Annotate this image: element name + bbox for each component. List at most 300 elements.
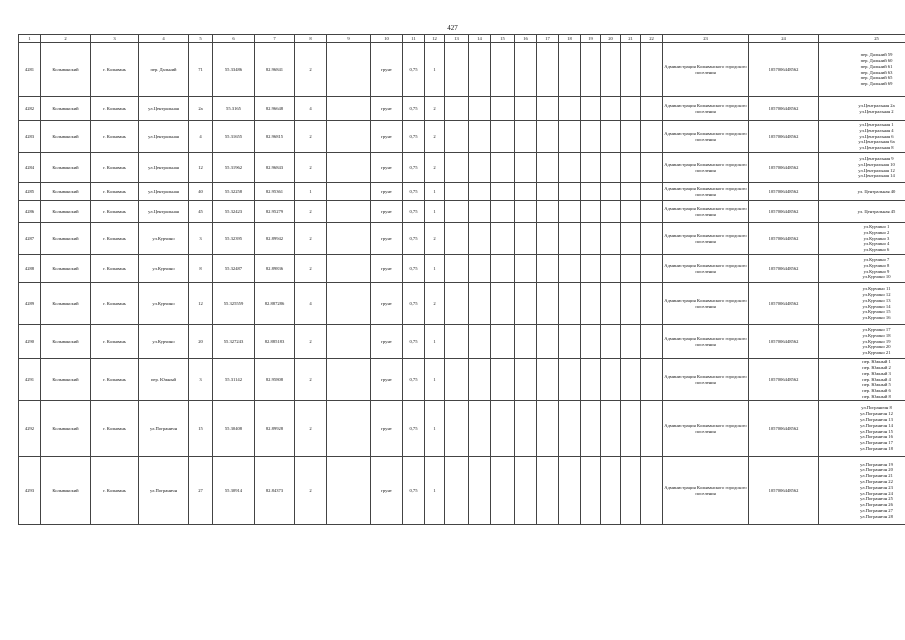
surface-cell: грунт (371, 325, 403, 359)
address-line: ул.Курчино 21 (862, 350, 891, 356)
container-count-cell: 1 (425, 457, 445, 525)
empty-cell (581, 97, 601, 121)
address-line: ул.Пограничн 24 (860, 490, 893, 496)
empty-cell (621, 255, 641, 283)
row-id-cell: 4288 (19, 255, 41, 283)
empty-cell (515, 401, 537, 457)
ogrn-cell: 1057006448562 (749, 401, 819, 457)
column-number-cell: 7 (255, 35, 295, 43)
house-cell: 3 (189, 223, 213, 255)
container-count-cell: 1 (425, 201, 445, 223)
area-cell: 0,75 (403, 183, 425, 201)
surface-cell: грунт (371, 97, 403, 121)
address-line: ул.Пограничн 20 (860, 467, 893, 473)
empty-cell (581, 153, 601, 183)
house-cell: 40 (189, 183, 213, 201)
column-number-cell: 23 (663, 35, 749, 43)
container-count-cell: 1 (425, 183, 445, 201)
district-cell: Колыванский (41, 97, 91, 121)
empty-cell (515, 43, 537, 97)
count-cell: 2 (295, 43, 327, 97)
street-cell: ул.Курчино (139, 325, 189, 359)
column-number-cell: 11 (403, 35, 425, 43)
empty-cell (537, 223, 559, 255)
empty-cell (491, 121, 515, 153)
empty-cell (445, 283, 469, 325)
area-cell: 0,75 (403, 325, 425, 359)
longitude-cell: 82.885183 (255, 325, 295, 359)
empty-cell (537, 359, 559, 401)
empty-cell (559, 223, 581, 255)
address-line: ул.Курчино 7 (863, 256, 890, 262)
empty-cell (327, 97, 371, 121)
address-line: ул.Пограничн 15 (860, 428, 893, 434)
table-row (19, 359, 905, 401)
column-number-cell: 13 (445, 35, 469, 43)
address-line: ул.Центральная 12 (858, 167, 895, 173)
surface-cell: грунт (371, 201, 403, 223)
empty-cell (537, 283, 559, 325)
empty-cell (581, 183, 601, 201)
address-line: ул.Пограничн 28 (860, 513, 893, 519)
address-line: ул.Пограничн 16 (860, 434, 893, 440)
locality-cell: г. Колывань (91, 43, 139, 97)
empty-cell (469, 43, 491, 97)
latitude-cell: 55.33486 (213, 43, 255, 97)
area-cell: 0,75 (403, 359, 425, 401)
column-number-cell: 10 (371, 35, 403, 43)
surface-cell: грунт (371, 359, 403, 401)
surface-cell: грунт (371, 153, 403, 183)
address-line: ул.Курчино 13 (862, 297, 891, 303)
empty-cell (537, 97, 559, 121)
address-line: ул.Курчино 17 (862, 327, 891, 332)
empty-cell (621, 183, 641, 201)
addresses-cell (819, 121, 905, 153)
district-cell: Колыванский (41, 401, 91, 457)
count-cell: 2 (295, 223, 327, 255)
latitude-cell: 55.31655 (213, 121, 255, 153)
ogrn-cell: 1057006448562 (749, 97, 819, 121)
surface-cell: грунт (371, 223, 403, 255)
owner-cell: Администрация Колыванского городского поселения (663, 97, 749, 121)
empty-cell (601, 97, 621, 121)
empty-cell (601, 121, 621, 153)
address-line: ул.Курчино 1 (863, 224, 890, 229)
column-number-cell: 6 (213, 35, 255, 43)
empty-cell (515, 97, 537, 121)
container-count-cell: 2 (425, 97, 445, 121)
owner-cell: Администрация Колыванского городского поселения (663, 359, 749, 401)
empty-cell (469, 121, 491, 153)
empty-cell (601, 325, 621, 359)
empty-cell (469, 255, 491, 283)
street-cell: пер. Южный (139, 359, 189, 401)
empty-cell (581, 457, 601, 525)
surface-cell: грунт (371, 255, 403, 283)
addresses-cell (819, 223, 905, 255)
locality-cell: г. Колывань (91, 121, 139, 153)
empty-cell (445, 201, 469, 223)
column-number-cell: 8 (295, 35, 327, 43)
empty-cell (491, 255, 515, 283)
longitude-cell: 82.95361 (255, 183, 295, 201)
address-line: пер. Дальний 69 (860, 81, 893, 87)
empty-cell (491, 153, 515, 183)
empty-cell (445, 183, 469, 201)
address-line: пер. Южный 3 (862, 370, 891, 376)
table-row (19, 223, 905, 255)
area-cell: 0,75 (403, 121, 425, 153)
table-row (19, 283, 905, 325)
count-cell: 2 (295, 121, 327, 153)
empty-cell (621, 401, 641, 457)
address-line: пер. Южный 2 (862, 365, 891, 370)
empty-cell (327, 255, 371, 283)
empty-cell (491, 457, 515, 525)
empty-cell (641, 201, 663, 223)
row-id-cell: 4281 (19, 43, 41, 97)
column-number-cell: 15 (491, 35, 515, 43)
column-number-cell: 18 (559, 35, 581, 43)
column-number-cell: 24 (749, 35, 819, 43)
empty-cell (469, 97, 491, 121)
latitude-cell: 55.3165 (213, 97, 255, 121)
empty-cell (469, 325, 491, 359)
row-id-cell: 4292 (19, 401, 41, 457)
owner-cell: Администрация Колыванского городского поселения (663, 325, 749, 359)
longitude-cell: 82.95808 (255, 359, 295, 401)
empty-cell (515, 201, 537, 223)
empty-cell (581, 223, 601, 255)
empty-cell (327, 401, 371, 457)
empty-cell (491, 401, 515, 457)
owner-cell: Администрация Колыванского городского поселения (663, 401, 749, 457)
addresses-cell (819, 183, 905, 201)
count-cell: 2 (295, 255, 327, 283)
empty-cell (559, 325, 581, 359)
row-id-cell: 4285 (19, 183, 41, 201)
empty-cell (641, 97, 663, 121)
table-row (19, 457, 905, 525)
locality-cell: г. Колывань (91, 183, 139, 201)
empty-cell (445, 457, 469, 525)
empty-cell (621, 283, 641, 325)
house-cell: 2а (189, 97, 213, 121)
address-line: ул.Пограничн 21 (860, 473, 893, 479)
latitude-cell: 55.30408 (213, 401, 255, 457)
ogrn-cell: 1057006448562 (749, 121, 819, 153)
empty-cell (491, 325, 515, 359)
address-line: ул.Пограничн 18 (860, 445, 893, 451)
locality-cell: г. Колывань (91, 359, 139, 401)
address-line: ул.Центральная 1 (859, 122, 894, 127)
empty-cell (621, 359, 641, 401)
ogrn-cell: 1057006448562 (749, 43, 819, 97)
empty-cell (327, 201, 371, 223)
empty-cell (327, 183, 371, 201)
row-id-cell: 4291 (19, 359, 41, 401)
address-line: ул.Центральная 8 (859, 145, 894, 151)
latitude-cell: 55.32395 (213, 223, 255, 255)
locality-cell: г. Колывань (91, 201, 139, 223)
district-cell: Колыванский (41, 359, 91, 401)
address-line: ул.Центральная 6а (858, 139, 895, 145)
column-number-cell: 2 (41, 35, 91, 43)
empty-cell (601, 223, 621, 255)
address-line: ул.Курчино 12 (862, 291, 891, 297)
empty-cell (537, 121, 559, 153)
address-line: пер. Южный 6 (862, 388, 891, 394)
owner-cell: Администрация Колыванского городского поселения (663, 153, 749, 183)
latitude-cell: 55.30914 (213, 457, 255, 525)
longitude-cell: 82.89836 (255, 255, 295, 283)
empty-cell (327, 457, 371, 525)
latitude-cell: 55.325559 (213, 283, 255, 325)
house-cell: 12 (189, 283, 213, 325)
latitude-cell: 55.31142 (213, 359, 255, 401)
empty-cell (581, 121, 601, 153)
district-cell: Колыванский (41, 183, 91, 201)
empty-cell (601, 283, 621, 325)
empty-cell (491, 97, 515, 121)
addresses-cell (819, 201, 905, 223)
address-line: ул.Курчино 15 (862, 309, 891, 315)
district-cell: Колыванский (41, 283, 91, 325)
empty-cell (601, 183, 621, 201)
empty-cell (601, 255, 621, 283)
street-cell: ул.Центральная (139, 121, 189, 153)
longitude-cell: 82.887286 (255, 283, 295, 325)
empty-cell (469, 359, 491, 401)
ogrn-cell: 1057006448562 (749, 325, 819, 359)
street-cell: ул.Пограничн (139, 457, 189, 525)
table-row (19, 183, 905, 201)
empty-cell (621, 457, 641, 525)
empty-cell (445, 359, 469, 401)
empty-cell (559, 457, 581, 525)
empty-cell (537, 401, 559, 457)
empty-cell (469, 201, 491, 223)
container-count-cell: 2 (425, 153, 445, 183)
district-cell: Колыванский (41, 121, 91, 153)
empty-cell (581, 201, 601, 223)
container-count-cell: 1 (425, 401, 445, 457)
address-line: ул.Курчино 19 (862, 338, 891, 344)
address-line: ул.Курчино 10 (862, 274, 891, 280)
district-cell: Колыванский (41, 457, 91, 525)
count-cell: 4 (295, 97, 327, 121)
addresses-cell (819, 325, 905, 359)
empty-cell (621, 43, 641, 97)
area-cell: 0,75 (403, 283, 425, 325)
empty-cell (559, 97, 581, 121)
empty-cell (559, 283, 581, 325)
empty-cell (515, 183, 537, 201)
locality-cell: г. Колывань (91, 97, 139, 121)
empty-cell (445, 401, 469, 457)
house-cell: 4 (189, 121, 213, 153)
empty-cell (641, 401, 663, 457)
empty-cell (559, 359, 581, 401)
house-cell: 71 (189, 43, 213, 97)
empty-cell (581, 255, 601, 283)
ogrn-cell: 1057006448562 (749, 457, 819, 525)
empty-cell (641, 43, 663, 97)
address-line: ул.Курчино 16 (862, 315, 891, 321)
address-line: пер. Южный 8 (862, 393, 891, 399)
address-line: ул. Центральная 45 (857, 208, 896, 214)
empty-cell (327, 359, 371, 401)
empty-cell (581, 325, 601, 359)
empty-cell (641, 121, 663, 153)
address-line: пер. Дальний 65 (860, 75, 893, 81)
empty-cell (515, 121, 537, 153)
column-number-row (19, 35, 905, 43)
address-line: ул.Пограничн 13 (860, 416, 893, 422)
area-cell: 0,75 (403, 255, 425, 283)
owner-cell: Администрация Колыванского городского поселения (663, 183, 749, 201)
address-line: пер. Дальний 63 (860, 69, 893, 75)
address-line: пер. Южный 1 (862, 359, 891, 365)
ogrn-cell: 1057006448562 (749, 223, 819, 255)
address-line: ул.Пограничн 19 (860, 461, 893, 467)
area-cell: 0,75 (403, 223, 425, 255)
table-row (19, 97, 905, 121)
owner-cell: Администрация Колыванского городского поселения (663, 121, 749, 153)
empty-cell (559, 183, 581, 201)
longitude-cell: 82.96841 (255, 43, 295, 97)
address-line: ул.Пограничн 12 (860, 411, 893, 417)
empty-cell (559, 401, 581, 457)
empty-cell (515, 255, 537, 283)
address-line: ул.Пограничн 8 (861, 405, 892, 411)
empty-cell (469, 283, 491, 325)
count-cell: 2 (295, 201, 327, 223)
column-number-cell: 3 (91, 35, 139, 43)
address-line: ул.Курчино 2 (863, 229, 890, 235)
area-cell: 0,75 (403, 457, 425, 525)
column-number-cell: 21 (621, 35, 641, 43)
empty-cell (469, 223, 491, 255)
table-row (19, 255, 905, 283)
longitude-cell: 82.89942 (255, 223, 295, 255)
address-line: ул.Курчино 11 (862, 286, 891, 292)
empty-cell (469, 401, 491, 457)
empty-cell (515, 153, 537, 183)
street-cell: ул.Курчино (139, 283, 189, 325)
addresses-cell (819, 359, 905, 401)
empty-cell (537, 325, 559, 359)
empty-cell (559, 43, 581, 97)
empty-cell (537, 43, 559, 97)
address-line: ул. Центральная 40 (857, 188, 896, 194)
street-cell: ул.Центральная (139, 183, 189, 201)
empty-cell (601, 359, 621, 401)
empty-cell (641, 359, 663, 401)
addresses-cell (819, 457, 905, 525)
locality-cell: г. Колывань (91, 401, 139, 457)
address-line: ул.Центральная 2а (858, 102, 895, 108)
longitude-cell: 82.96815 (255, 121, 295, 153)
empty-cell (581, 283, 601, 325)
locality-cell: г. Колывань (91, 255, 139, 283)
street-cell: ул.Курчино (139, 255, 189, 283)
row-id-cell: 4282 (19, 97, 41, 121)
district-cell: Колыванский (41, 223, 91, 255)
count-cell: 1 (295, 183, 327, 201)
address-line: ул.Пограничн 25 (860, 496, 893, 502)
container-count-cell: 2 (425, 223, 445, 255)
empty-cell (327, 121, 371, 153)
house-cell: 45 (189, 201, 213, 223)
row-id-cell: 4290 (19, 325, 41, 359)
address-line: ул.Курчино 20 (862, 344, 891, 350)
empty-cell (327, 153, 371, 183)
longitude-cell: 82.96843 (255, 153, 295, 183)
house-cell: 15 (189, 401, 213, 457)
address-line: пер. Дальний 60 (860, 57, 893, 63)
surface-cell: грунт (371, 183, 403, 201)
empty-cell (559, 255, 581, 283)
ogrn-cell: 1057006448562 (749, 201, 819, 223)
address-line: ул.Курчино 18 (862, 332, 891, 338)
empty-cell (537, 183, 559, 201)
ogrn-cell: 1057006448562 (749, 153, 819, 183)
street-cell: пер. Дальний (139, 43, 189, 97)
address-line: ул.Пограничн 14 (860, 422, 893, 428)
house-cell: 20 (189, 325, 213, 359)
surface-cell: грунт (371, 401, 403, 457)
empty-cell (491, 283, 515, 325)
addresses-cell (819, 283, 905, 325)
area-cell: 0,75 (403, 201, 425, 223)
street-cell: ул.Центральная (139, 97, 189, 121)
empty-cell (515, 283, 537, 325)
table-row (19, 325, 905, 359)
longitude-cell: 82.96648 (255, 97, 295, 121)
address-line: ул.Пограничн 22 (860, 478, 893, 484)
address-line: ул.Курчино 8 (863, 262, 890, 268)
owner-cell: Администрация Колыванского городского поселения (663, 255, 749, 283)
empty-cell (601, 153, 621, 183)
owner-cell: Администрация Колыванского городского поселения (663, 283, 749, 325)
count-cell: 2 (295, 359, 327, 401)
latitude-cell: 55.32487 (213, 255, 255, 283)
address-line: ул.Пограничн 27 (860, 507, 893, 513)
address-line: ул.Пограничн 26 (860, 502, 893, 508)
area-cell: 0,75 (403, 43, 425, 97)
empty-cell (537, 255, 559, 283)
empty-cell (327, 223, 371, 255)
surface-cell: грунт (371, 121, 403, 153)
empty-cell (601, 457, 621, 525)
area-cell: 0,75 (403, 401, 425, 457)
column-number-cell: 25 (819, 35, 905, 43)
owner-cell: Администрация Колыванского городского поселения (663, 457, 749, 525)
addresses-cell (819, 153, 905, 183)
empty-cell (491, 43, 515, 97)
owner-cell: Администрация Колыванского городского поселения (663, 201, 749, 223)
container-count-cell: 2 (425, 121, 445, 153)
table-row (19, 153, 905, 183)
empty-cell (621, 153, 641, 183)
addresses-cell (819, 401, 905, 457)
column-number-cell: 1 (19, 35, 41, 43)
empty-cell (491, 201, 515, 223)
empty-cell (445, 97, 469, 121)
latitude-cell: 55.32258 (213, 183, 255, 201)
